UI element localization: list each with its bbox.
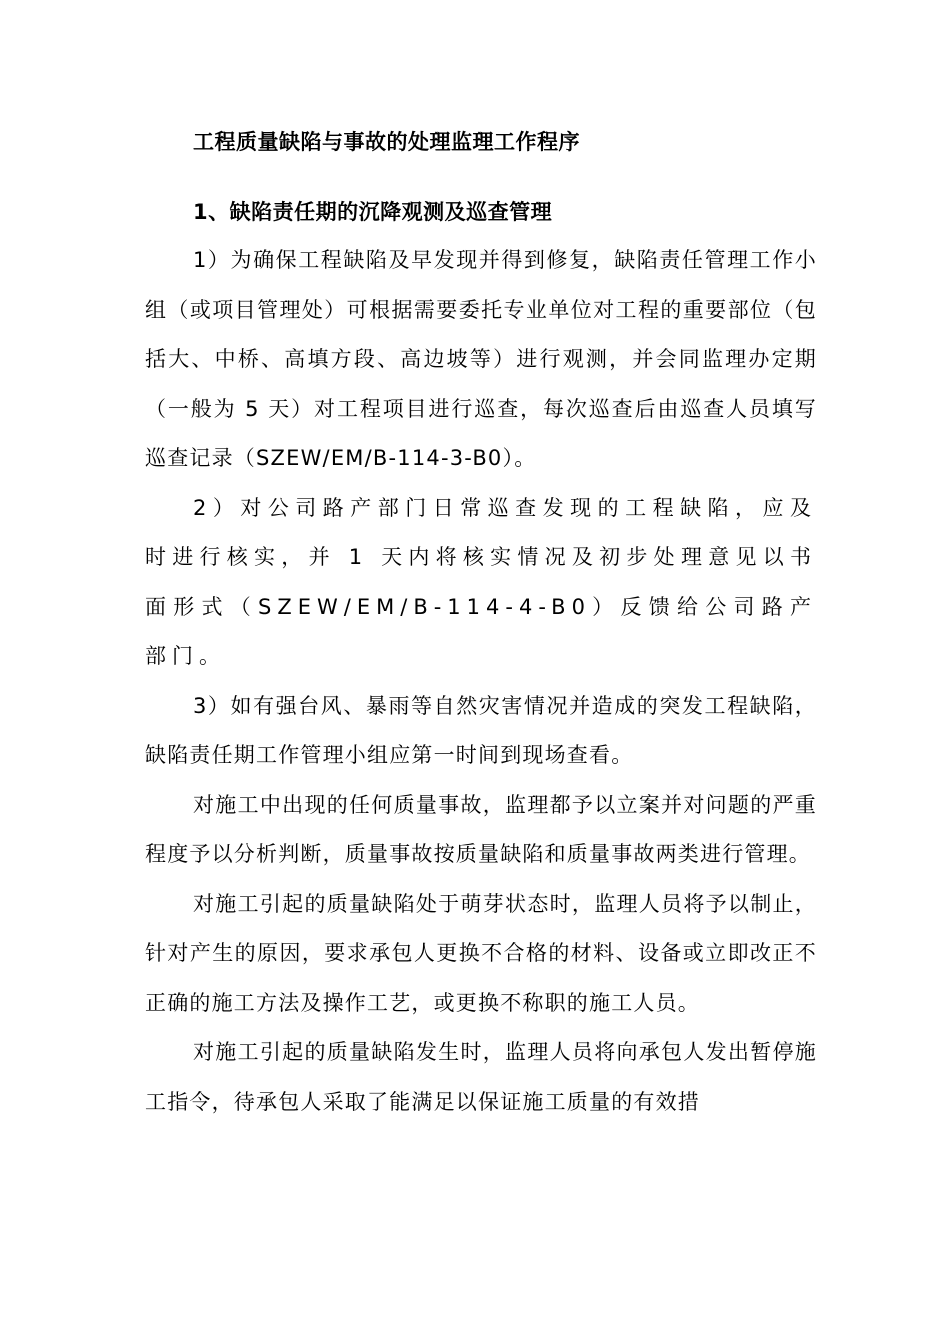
document-body bbox=[145, 118, 817, 1127]
paragraph-3: 3）如有强台风、暴雨等自然灾害情况并造成的突发工程缺陷，缺陷责任期工作管理小组应第一时间到现场查看。 bbox=[145, 693, 817, 767]
section-heading: 1、缺陷责任期的沉降观测及巡查管理 bbox=[193, 200, 553, 224]
paragraph-2: 2）对公司路产部门日常巡查发现的工程缺陷，应及时进行核实，并 1 天内将核实情况及初步处理意见以书面形式（SZEW/EM/B-114-4-B0）反馈给公司路产部门。 bbox=[145, 495, 817, 668]
paragraph-5: 对施工引起的质量缺陷处于萌芽状态时，监理人员将予以制止，针对产生的原因，要求承包人更换不合格的材料、设备或立即改正不正确的施工方法及操作工艺，或更换不称职的施工人员。 bbox=[145, 891, 817, 1015]
paragraph-1: 1）为确保工程缺陷及早发现并得到修复，缺陷责任管理工作小组（或项目管理处）可根据需要委托专业单位对工程的重要部位（包括大、中桥、高填方段、高边坡等）进行观测，并会同监理办定期（一般为 5 天）对工程项目进行巡查，每次巡查后由巡查人员填写巡查记录（SZEW/EM/B-114-3-B0）。 bbox=[145, 248, 817, 470]
paragraph-4: 对施工中出现的任何质量事故，监理都予以立案并对问题的严重程度予以分析判断，质量事故按质量缺陷和质量事故两类进行管理。 bbox=[145, 792, 817, 866]
document-title: 工程质量缺陷与事故的处理监理工作程序 bbox=[193, 130, 580, 154]
paragraph-6: 对施工引起的质量缺陷发生时，监理人员将向承包人发出暂停施工指令，待承包人采取了能满足以保证施工质量的有效措 bbox=[145, 1040, 817, 1114]
